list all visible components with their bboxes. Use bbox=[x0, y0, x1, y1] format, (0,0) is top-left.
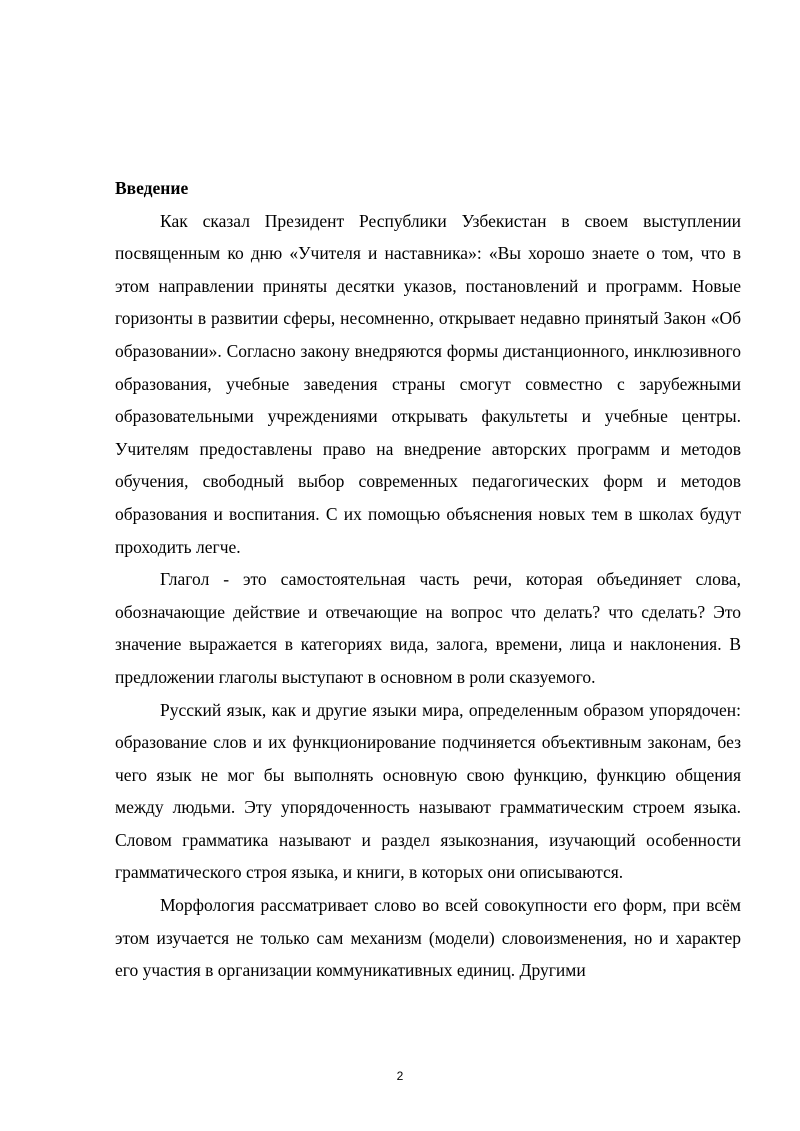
page-number: 2 bbox=[396, 1069, 404, 1083]
document-body bbox=[115, 172, 741, 987]
paragraph-grammar: Русский язык, как и другие языки мира, определенным образом упорядочен: образование слов и их функционирование подчиняется объективным законам, без чего язык не мог бы выполнять основную свою функцию, функцию общения между людьми. Эту упорядоченность называют грамматическим строем языка. Словом грамматика называют и раздел языкознания, изучающий особенности грамматического строя языка, и книги, в которых они описываются. bbox=[115, 699, 741, 883]
section-heading: Введение bbox=[115, 178, 189, 198]
paragraph-verb: Глагол - это самостоятельная часть речи, которая объединяет слова, обозначающие действие и отвечающие на вопрос что делать? что сделать? Это значение выражается в категориях вида, залога, времени, лица и наклонения. В предложении глаголы выступают в основном в роли сказуемого. bbox=[115, 569, 741, 687]
paragraph-intro: Как сказал Президент Республики Узбекистан в своем выступлении посвященным ко дню «Учителя и наставника»: «Вы хорошо знаете о том, что в этом направлении приняты десятки указов, постановлений и программ. Новые горизонты в развитии сферы, несомненно, открывает недавно принятый Закон «Об образовании». Согласно закону внедряются формы дистанционного, инклюзивного образования, учебные заведения страны смогут совместно с зарубежными образовательными учреждениями открывать факультеты и учебные центры. Учителям предоставлены право на внедрение авторских программ и методов обучения, свободный выбор современных педагогических форм и методов образования и воспитания. С их помощью объяснения новых тем в школах будут проходить легче. bbox=[115, 210, 741, 557]
paragraph-morphology: Морфология рассматривает слово во всей совокупности его форм, при всём этом изучается не только сам механизм (модели) словоизменения, но и характер его участия в организации коммуникативных единиц. Другими bbox=[115, 895, 741, 981]
